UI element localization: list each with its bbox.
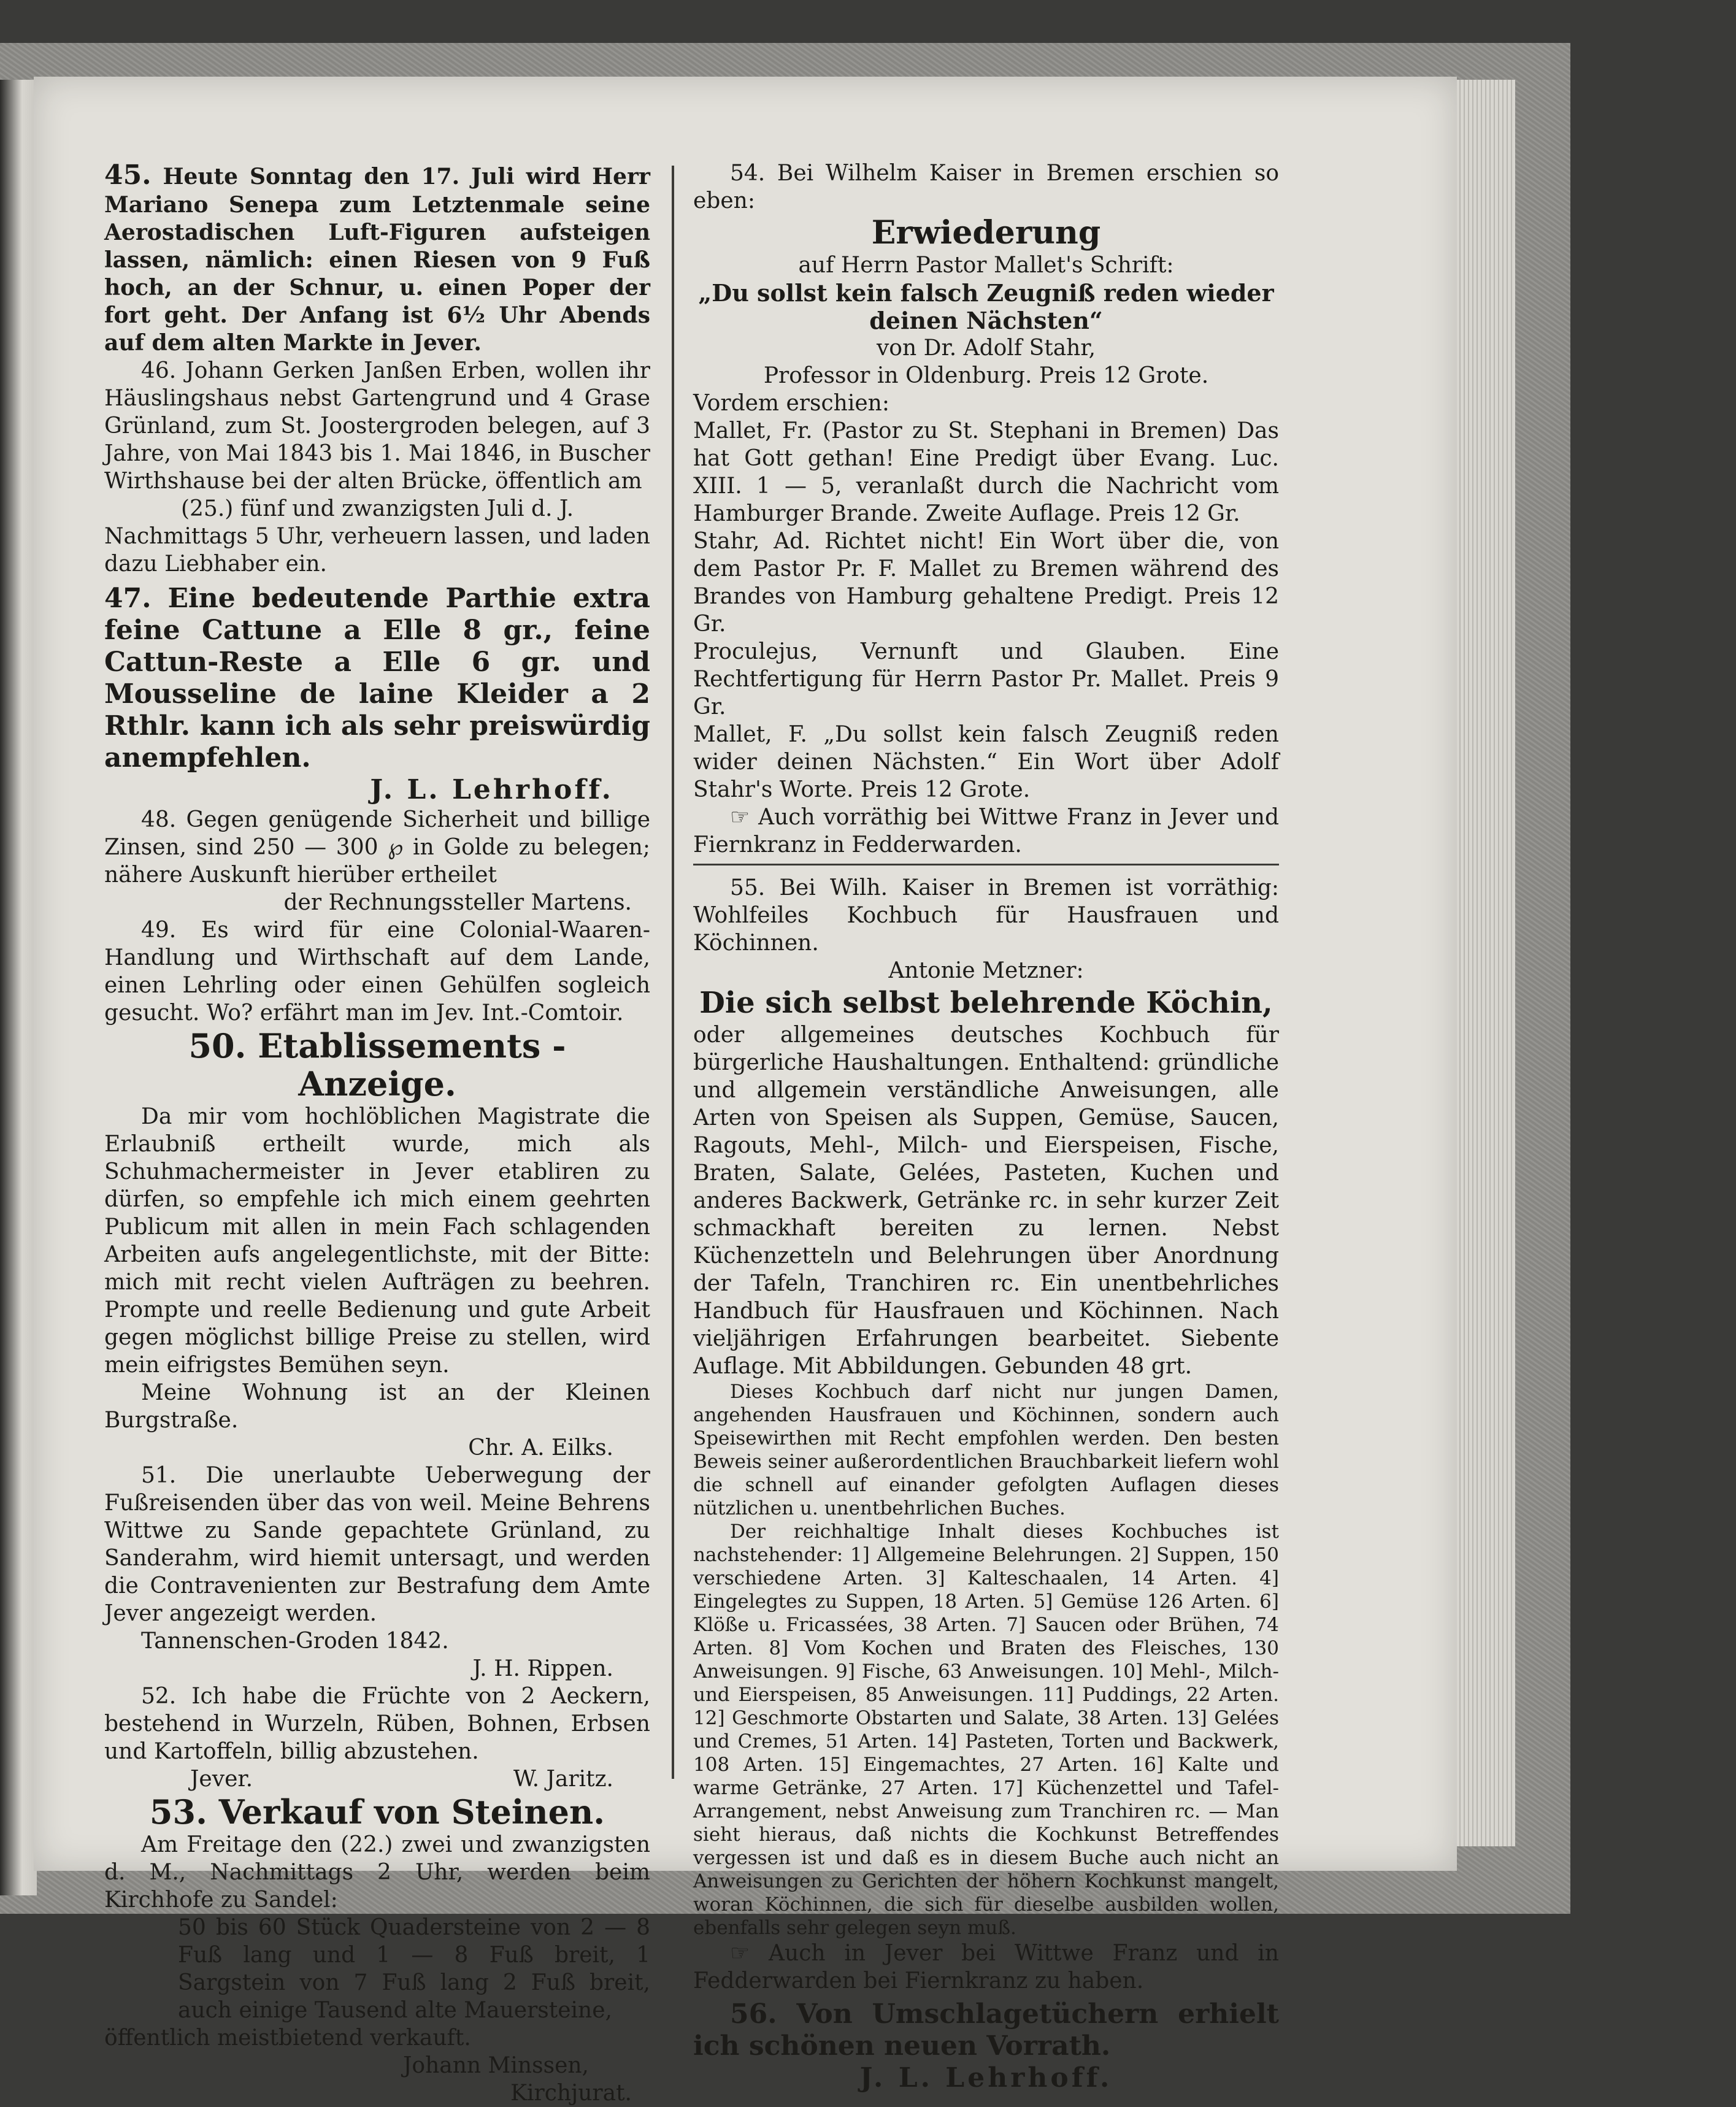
ad-52-place-text: Jever. bbox=[190, 1767, 253, 1792]
ad-54-entry-3: Proculejus, Vernunft und Glauben. Eine Rechtfertigung für Herrn Pastor Pr. Mallet. Preis 9 Gr. bbox=[693, 639, 1279, 720]
ad-47-signature: J. L. Lehrhoff. bbox=[370, 774, 613, 805]
left-column bbox=[104, 159, 650, 2107]
right-column bbox=[693, 159, 1279, 2094]
ad-53-signature-1: Johann Minssen, bbox=[402, 2053, 589, 2078]
ad-55-text: oder allgemeines deutsches Kochbuch für bürgerliche Haushaltungen. Enthaltend: gründliche und allgemein verständliche Anweisungen, alle Arten von Speisen als Suppen, Gemüse, Saucen, Ragouts, Mehl-, Milch- und Eierspeisen, Fische, Braten, Salate, Gelées, Pasteten, Kuchen und anderes Backwerk, Getränke rc. in sehr kurzer Zeit schmackhaft bereiten zu lernen. Nebst Küchenzetteln und Belehrungen über Anordnung der Tafeln, Tranchiren rc. Ein unentbehrliches Handbuch für Hausfrauen und Köchinnen. Nach vieljährigen Erfahrungen bearbeitet. Siebente Auflage. Mit Abbildungen. Gebunden 48 grt. bbox=[693, 1023, 1279, 1379]
ad-55-small-1: Dieses Kochbuch darf nicht nur jungen Damen, angehenden Hausfrauen und Köchinnen, sondern auch Speisewirthen mit Recht empfohlen werden. Den besten Beweis seiner außerordentlichen Brauchbarkeit liefern wohl die schnell auf einander gefolgten Auflagen dieses nützlichen u. unentbehrlichen Buches. bbox=[693, 1381, 1279, 1519]
ad-54-author: von Dr. Adolf Stahr, bbox=[876, 336, 1096, 361]
ad-56-text: 56. Von Umschlagetüchern erhielt ich schönen neuen Vorrath. bbox=[693, 1998, 1279, 2062]
ad-50-text: Da mir vom hochlöblichen Magistrate die Erlaubniß ertheilt wurde, mich als Schuhmachermeister in Jever etabliren zu dürfen, so empfehle ich mich einem geehrten Publicum mit allen in mein Fach schlagenden Arbeiten aufs angelegentlichste, mit der Bitte: mich mit recht vielen Aufträgen zu beehren. Prompte und reelle Bedienung und gute Arbeit gegen möglichst billige Preise zu stellen, wird mein eifrigstes Bemühen seyn. bbox=[104, 1104, 650, 1378]
ad-51-text: 51. Die unerlaubte Ueberwegung der Fußreisenden über das von weil. Meine Behrens Wittwe zu Sande gepachtete Grünland, zu Sanderahm, wird hiemit untersagt, und werden die Contravenienten zur Bestrafung dem Amte Jever angezeigt werden. bbox=[104, 1463, 650, 1626]
ad-49-text: 49. Es wird für eine Colonial-Waaren-Handlung und Wirthschaft auf dem Lande, einen Lehrling oder einen Gehülfen sogleich gesucht. Wo? erfährt man im Jev. Int.-Comtoir. bbox=[104, 918, 650, 1026]
ad-50-heading: 50. Etablissements - Anzeige. bbox=[188, 1026, 566, 1103]
ad-51-place: Tannenschen-Groden 1842. bbox=[141, 1629, 449, 1654]
ad-54-sub2: „Du sollst kein falsch Zeugniß reden wieder deinen Nächsten“ bbox=[698, 279, 1274, 334]
ad-54-entry-4: Mallet, F. „Du sollst kein falsch Zeugniß reden wider deinen Nächsten.“ Ein Wort über Adolf Stahr's Worte. Preis 12 Grote. bbox=[693, 722, 1279, 802]
ad-55-author: Antonie Metzner: bbox=[888, 958, 1084, 983]
ad-54-sub1: auf Herrn Pastor Mallet's Schrift: bbox=[798, 253, 1174, 278]
ad-51-signature: J. H. Rippen. bbox=[472, 1656, 613, 1681]
ad-53-text: Am Freitage den (22.) zwei und zwanzigsten d. M., Nachmittags 2 Uhr, werden beim Kirchhofe zu Sandel: bbox=[104, 1832, 650, 1913]
ad-54-entry-2: Stahr, Ad. Richtet nicht! Ein Wort über die, von dem Pastor Pr. F. Mallet zu Bremen während des Brandes von Hamburg gehaltene Predigt. Preis 12 Gr. bbox=[693, 529, 1279, 637]
ad-45-text: Heute Sonntag den 17. Juli wird Herr Mariano Senepa zum Letztenmale seine Aerostadischen Luft-Figuren aufsteigen lassen, nämlich: einen Riesen von 9 Fuß hoch, an der Schnur, u. einen Poper der fort geht. Der Anfang ist 6½ Uhr Abends auf dem alten Markte in Jever. bbox=[104, 164, 650, 356]
ad-47-text: 47. Eine bedeutende Parthie extra feine Cattune a Elle 8 gr., feine Cattun-Reste a Elle 6 gr. und Mousseline de laine Kleider a 2 Rthlr. kann ich als sehr preiswürdig anempfehlen. bbox=[104, 583, 650, 773]
ad-54-entry-1: Mallet, Fr. (Pastor zu St. Stephani in Bremen) Das hat Gott gethan! Eine Predigt über Evang. Luc. XIII. 1 — 5, veranlaßt durch die Nachricht vom Hamburger Brande. Zweite Auflage. Preis 12 Gr. bbox=[693, 418, 1279, 526]
column-divider bbox=[672, 166, 674, 1779]
ad-52-text: 52. Ich habe die Früchte von 2 Aeckern, bestehend in Wurzeln, Rüben, Bohnen, Erbsen und Kartoffeln, billig abzustehen. bbox=[104, 1684, 650, 1764]
ad-46-date: (25.) fünf und zwanzigsten Juli d. J. bbox=[180, 496, 574, 521]
ad-55-intro: 55. Bei Wilh. Kaiser in Bremen ist vorräthig: Wohlfeiles Kochbuch für Hausfrauen und Köchinnen. bbox=[693, 875, 1279, 956]
ad-48-signature: der Rechnungssteller Martens. bbox=[283, 890, 632, 915]
page-edges bbox=[1448, 80, 1515, 1846]
ad-number: 45. bbox=[104, 159, 152, 191]
ad-54-intro: 54. Bei Wilhelm Kaiser in Bremen erschien so eben: bbox=[693, 161, 1279, 213]
ad-50-address: Meine Wohnung ist an der Kleinen Burgstraße. bbox=[104, 1380, 650, 1433]
ad-54-note: ☞ Auch vorräthig bei Wittwe Franz in Jever und Fiernkranz in Fedderwarden. bbox=[693, 805, 1279, 858]
ad-46-text: 46. Johann Gerken Janßen Erben, wollen ihr Häuslingshaus nebst Gartengrund und 4 Grase Grünland, zum St. Joostergroden belegen, auf 3 Jahre, von Mai 1843 bis 1. Mai 1846, in Buscher Wirthshause bei der alten Brücke, öffentlich am bbox=[104, 358, 650, 494]
ad-55-small-2: Der reichhaltige Inhalt dieses Kochbuches ist nachstehender: 1] Allgemeine Belehrungen. 2] Suppen, 150 verschiedene Arten. 3] Kalteschaalen, 14 Arten. 4] Eingelegtes zu Suppen, 18 Arten. 5] Gemüse 126 Arten. 6] Klöße u. Fricassées, 38 Arten. 7] Saucen oder Brühen, 74 Arten. 8] Vom Kochen und Braten des Fleisches, 130 Anweisungen. 9] Fische, 63 Anweisungen. 10] Mehl-, Milch- und Eierspeisen, 85 Anweisungen. 11] Puddings, 22 Arten. 12] Geschmorte Obstarten und Salate, 38 Arten. 13] Gelées und Cremes, 51 Arten. 14] Pasteten, Torten und Backwerk, 108 Arten. 15] Eingemachtes, 27 Arten. 16] Kalte und warme Getränke, 27 Arten. 17] Küchenzettel und Tafel-Arrangement, nebst Anweisung zum Tranchiren rc. — Man sieht hieraus, daß nichts die Kochkunst Betreffendes vergessen ist und daß es in diesem Buche auch nicht an Anweisungen zu Gerichten der höhern Kochkunst mangelt, woran Köchinnen, die sich für dieselbe ausbilden wollen, ebenfalls sehr gelegen seyn muß. bbox=[693, 1521, 1279, 1939]
ad-54-vorher: Vordem erschien: bbox=[693, 391, 889, 416]
left-page-edge bbox=[0, 80, 37, 1895]
ad-53-items: 50 bis 60 Stück Quadersteine von 2 — 8 Fuß lang und 1 — 8 Fuß breit, 1 Sargstein von 7 Fuß lang 2 Fuß breit, auch einige Tausend alte Mauersteine, bbox=[178, 1915, 650, 2023]
ad-52-place bbox=[104, 1765, 650, 1793]
ad-50-signature: Chr. A. Eilks. bbox=[468, 1435, 613, 1460]
ad-55-note: ☞ Auch in Jever bei Wittwe Franz und in Fedderwarden bei Fiernkranz zu haben. bbox=[693, 1941, 1279, 1994]
ad-53-tail: öffentlich meistbietend verkauft. bbox=[104, 2025, 471, 2051]
ad-53-heading: 53. Verkauf von Steinen. bbox=[149, 1792, 605, 1832]
ad-46-tail: Nachmittags 5 Uhr, verheuern lassen, und laden dazu Liebhaber ein. bbox=[104, 524, 650, 577]
section-rule bbox=[693, 864, 1279, 865]
ad-56-signature: J. L. Lehrhoff. bbox=[859, 2062, 1113, 2094]
ad-45 bbox=[104, 159, 650, 357]
ad-53-signature-2: Kirchjurat. bbox=[510, 2081, 632, 2106]
ad-48-text: 48. Gegen genügende Sicherheit und billige Zinsen, sind 250 — 300 ℘ in Golde zu belegen; nähere Auskunft hierüber ertheilet bbox=[104, 807, 650, 888]
ad-54-professor: Professor in Oldenburg. Preis 12 Grote. bbox=[763, 363, 1209, 388]
ad-52-signature: W. Jaritz. bbox=[513, 1767, 613, 1792]
ad-54-title: Erwiederung bbox=[871, 214, 1101, 251]
ad-55-title: Die sich selbst belehrende Köchin, bbox=[699, 986, 1273, 1020]
